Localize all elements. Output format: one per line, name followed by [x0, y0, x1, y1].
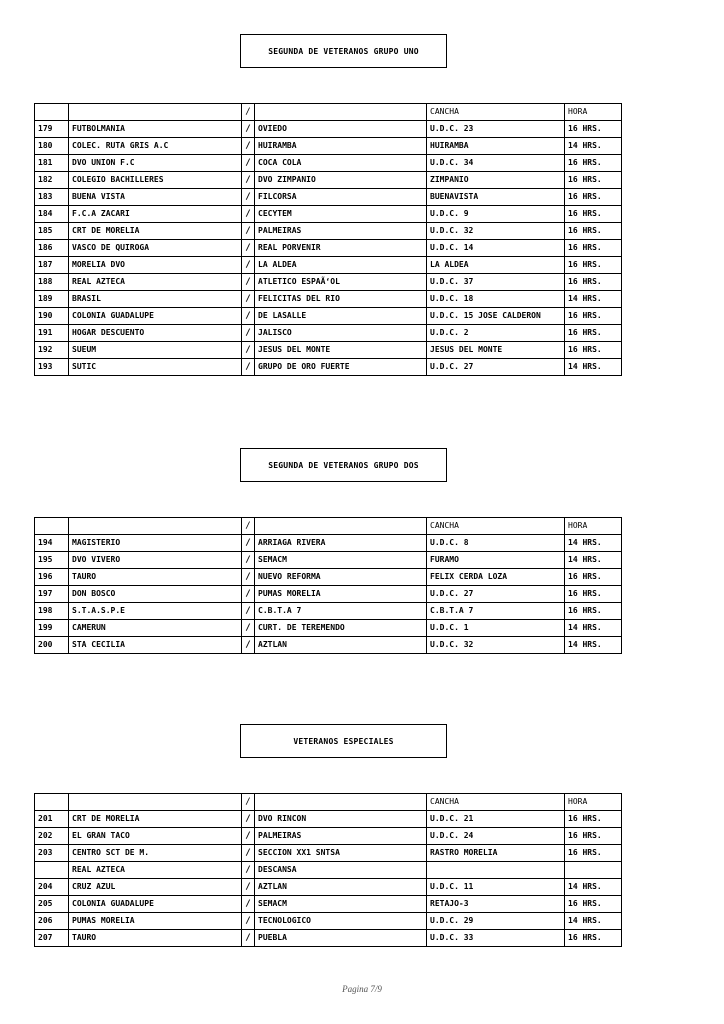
hora-cell: 16 HRS.	[565, 896, 622, 913]
hora-cell: 16 HRS.	[565, 828, 622, 845]
separator-cell: /	[242, 155, 255, 172]
hora-cell: 16 HRS.	[565, 308, 622, 325]
cancha-cell: U.D.C. 2	[427, 325, 565, 342]
match-number-cell: 187	[35, 257, 69, 274]
table-row	[35, 637, 622, 654]
cancha-cell: U.D.C. 9	[427, 206, 565, 223]
away-team-cell: SEMACM	[255, 896, 427, 913]
separator-cell: /	[242, 862, 255, 879]
away-team-cell: TECNOLOGICO	[255, 913, 427, 930]
match-number-cell	[35, 862, 69, 879]
separator-cell: /	[242, 811, 255, 828]
match-number-cell	[35, 794, 69, 811]
table-row	[35, 569, 622, 586]
cancha-cell	[427, 862, 565, 879]
home-team-cell: DVO VIVERO	[69, 552, 242, 569]
match-number-cell: 207	[35, 930, 69, 947]
match-number-cell: 188	[35, 274, 69, 291]
hora-cell: 16 HRS.	[565, 274, 622, 291]
separator-cell: /	[242, 845, 255, 862]
home-team-cell: BRASIL	[69, 291, 242, 308]
away-team-cell	[255, 104, 427, 121]
match-number-cell: 206	[35, 913, 69, 930]
cancha-cell: FELIX CERDA LOZA	[427, 569, 565, 586]
cancha-cell: ZIMPANIO	[427, 172, 565, 189]
hora-cell: 16 HRS.	[565, 223, 622, 240]
home-team-cell: CAMERUN	[69, 620, 242, 637]
separator-cell: /	[242, 620, 255, 637]
away-team-cell: COCA COLA	[255, 155, 427, 172]
table-row	[35, 620, 622, 637]
home-team-cell: TAURO	[69, 930, 242, 947]
section-title-veteranos-especiales: VETERANOS ESPECIALES	[240, 724, 447, 758]
separator-cell: /	[242, 172, 255, 189]
hora-cell: 16 HRS.	[565, 930, 622, 947]
away-team-cell: NUEVO REFORMA	[255, 569, 427, 586]
cancha-cell: FURAMO	[427, 552, 565, 569]
match-number-cell: 197	[35, 586, 69, 603]
match-number-cell: 185	[35, 223, 69, 240]
away-team-cell: HUIRAMBA	[255, 138, 427, 155]
away-team-cell: OVIEDO	[255, 121, 427, 138]
cancha-cell: U.D.C. 21	[427, 811, 565, 828]
match-number-cell: 182	[35, 172, 69, 189]
home-team-cell: REAL AZTECA	[69, 862, 242, 879]
match-number-cell: 183	[35, 189, 69, 206]
cancha-cell: LA ALDEA	[427, 257, 565, 274]
away-team-cell: AZTLAN	[255, 879, 427, 896]
cancha-cell: CANCHA	[427, 518, 565, 535]
home-team-cell: COLONIA GUADALUPE	[69, 896, 242, 913]
home-team-cell: CRUZ AZUL	[69, 879, 242, 896]
table-row	[35, 206, 622, 223]
away-team-cell: C.B.T.A 7	[255, 603, 427, 620]
table-row	[35, 535, 622, 552]
hora-cell: 16 HRS.	[565, 172, 622, 189]
match-number-cell: 181	[35, 155, 69, 172]
match-number-cell: 191	[35, 325, 69, 342]
table-row	[35, 257, 622, 274]
separator-cell: /	[242, 325, 255, 342]
table-row	[35, 172, 622, 189]
table-row	[35, 552, 622, 569]
table-row	[35, 359, 622, 376]
away-team-cell: FELICITAS DEL RIO	[255, 291, 427, 308]
away-team-cell: AZTLAN	[255, 637, 427, 654]
hora-cell: HORA	[565, 104, 622, 121]
separator-cell: /	[242, 291, 255, 308]
table-row	[35, 274, 622, 291]
schedule-table-grupo-uno	[34, 103, 622, 376]
section-title-grupo-uno: SEGUNDA DE VETERANOS GRUPO UNO	[240, 34, 447, 68]
home-team-cell: EL GRAN TACO	[69, 828, 242, 845]
match-number-cell: 195	[35, 552, 69, 569]
home-team-cell: FUTBOLMANIA	[69, 121, 242, 138]
cancha-cell: BUENAVISTA	[427, 189, 565, 206]
hora-cell: 14 HRS.	[565, 879, 622, 896]
home-team-cell: PUMAS MORELIA	[69, 913, 242, 930]
table-row	[35, 189, 622, 206]
match-number-cell: 192	[35, 342, 69, 359]
hora-cell: 14 HRS.	[565, 291, 622, 308]
table-row	[35, 930, 622, 947]
hora-cell: 14 HRS.	[565, 620, 622, 637]
table-row	[35, 913, 622, 930]
home-team-cell: VASCO DE QUIROGA	[69, 240, 242, 257]
hora-cell: 14 HRS.	[565, 913, 622, 930]
home-team-cell: S.T.A.S.P.E	[69, 603, 242, 620]
away-team-cell: JALISCO	[255, 325, 427, 342]
home-team-cell: DVO UNION F.C	[69, 155, 242, 172]
hora-cell: 16 HRS.	[565, 240, 622, 257]
cancha-cell: CANCHA	[427, 794, 565, 811]
home-team-cell: CRT DE MORELIA	[69, 223, 242, 240]
table-row	[35, 155, 622, 172]
hora-cell: 16 HRS.	[565, 121, 622, 138]
match-number-cell: 204	[35, 879, 69, 896]
hora-cell: 16 HRS.	[565, 206, 622, 223]
cancha-cell: RETAJO-3	[427, 896, 565, 913]
away-team-cell: ATLETICO ESPAÃ‘OL	[255, 274, 427, 291]
match-number-cell: 194	[35, 535, 69, 552]
hora-cell: 16 HRS.	[565, 603, 622, 620]
away-team-cell: GRUPO DE ORO FUERTE	[255, 359, 427, 376]
separator-cell: /	[242, 518, 255, 535]
match-number-cell: 196	[35, 569, 69, 586]
hora-cell: 16 HRS.	[565, 811, 622, 828]
table-row	[35, 896, 622, 913]
away-team-cell: DE LASALLE	[255, 308, 427, 325]
home-team-cell	[69, 518, 242, 535]
separator-cell: /	[242, 342, 255, 359]
away-team-cell: FILCORSA	[255, 189, 427, 206]
table-header-row	[35, 518, 622, 535]
cancha-cell: U.D.C. 27	[427, 586, 565, 603]
hora-cell: 16 HRS.	[565, 257, 622, 274]
separator-cell: /	[242, 138, 255, 155]
separator-cell: /	[242, 913, 255, 930]
separator-cell: /	[242, 896, 255, 913]
away-team-cell	[255, 794, 427, 811]
away-team-cell: PALMEIRAS	[255, 223, 427, 240]
cancha-cell: U.D.C. 37	[427, 274, 565, 291]
home-team-cell: HOGAR DESCUENTO	[69, 325, 242, 342]
home-team-cell	[69, 794, 242, 811]
match-number-cell: 201	[35, 811, 69, 828]
home-team-cell: MORELIA DVO	[69, 257, 242, 274]
cancha-cell: C.B.T.A 7	[427, 603, 565, 620]
match-number-cell: 179	[35, 121, 69, 138]
table-row	[35, 342, 622, 359]
schedule-table-veteranos-especiales	[34, 793, 622, 947]
section-title-grupo-dos: SEGUNDA DE VETERANOS GRUPO DOS	[240, 448, 447, 482]
away-team-cell: PUMAS MORELIA	[255, 586, 427, 603]
cancha-cell: U.D.C. 32	[427, 223, 565, 240]
separator-cell: /	[242, 223, 255, 240]
cancha-cell: HUIRAMBA	[427, 138, 565, 155]
separator-cell: /	[242, 206, 255, 223]
away-team-cell: ARRIAGA RIVERA	[255, 535, 427, 552]
home-team-cell: DON BOSCO	[69, 586, 242, 603]
table-row	[35, 223, 622, 240]
hora-cell: 14 HRS.	[565, 138, 622, 155]
separator-cell: /	[242, 637, 255, 654]
cancha-cell: JESUS DEL MONTE	[427, 342, 565, 359]
separator-cell: /	[242, 240, 255, 257]
hora-cell: 16 HRS.	[565, 342, 622, 359]
table-header-row	[35, 104, 622, 121]
home-team-cell: REAL AZTECA	[69, 274, 242, 291]
cancha-cell: U.D.C. 14	[427, 240, 565, 257]
home-team-cell: COLONIA GUADALUPE	[69, 308, 242, 325]
page-number: Pagina 7/9	[342, 984, 382, 994]
hora-cell: 16 HRS.	[565, 845, 622, 862]
table-row	[35, 138, 622, 155]
schedule-table-grupo-dos	[34, 517, 622, 654]
cancha-cell: U.D.C. 24	[427, 828, 565, 845]
hora-cell: HORA	[565, 794, 622, 811]
home-team-cell: SUEUM	[69, 342, 242, 359]
match-number-cell: 189	[35, 291, 69, 308]
hora-cell: 14 HRS.	[565, 359, 622, 376]
table-row	[35, 325, 622, 342]
cancha-cell: U.D.C. 32	[427, 637, 565, 654]
cancha-cell: RASTRO MORELIA	[427, 845, 565, 862]
table-row	[35, 879, 622, 896]
away-team-cell: SEMACM	[255, 552, 427, 569]
hora-cell: 16 HRS.	[565, 569, 622, 586]
match-number-cell	[35, 104, 69, 121]
match-number-cell: 186	[35, 240, 69, 257]
away-team-cell: DVO RINCON	[255, 811, 427, 828]
table-row	[35, 240, 622, 257]
hora-cell	[565, 862, 622, 879]
away-team-cell: REAL PORVENIR	[255, 240, 427, 257]
away-team-cell	[255, 518, 427, 535]
cancha-cell: U.D.C. 1	[427, 620, 565, 637]
cancha-cell: U.D.C. 11	[427, 879, 565, 896]
separator-cell: /	[242, 535, 255, 552]
separator-cell: /	[242, 828, 255, 845]
hora-cell: 16 HRS.	[565, 586, 622, 603]
away-team-cell: CECYTEM	[255, 206, 427, 223]
separator-cell: /	[242, 569, 255, 586]
away-team-cell: PALMEIRAS	[255, 828, 427, 845]
match-number-cell: 180	[35, 138, 69, 155]
table-row	[35, 586, 622, 603]
match-number-cell: 193	[35, 359, 69, 376]
away-team-cell: JESUS DEL MONTE	[255, 342, 427, 359]
separator-cell: /	[242, 359, 255, 376]
table-row	[35, 845, 622, 862]
match-number-cell: 200	[35, 637, 69, 654]
separator-cell: /	[242, 257, 255, 274]
match-number-cell: 198	[35, 603, 69, 620]
cancha-cell: U.D.C. 8	[427, 535, 565, 552]
match-number-cell: 184	[35, 206, 69, 223]
separator-cell: /	[242, 552, 255, 569]
match-number-cell: 203	[35, 845, 69, 862]
cancha-cell: U.D.C. 18	[427, 291, 565, 308]
away-team-cell: LA ALDEA	[255, 257, 427, 274]
away-team-cell: DESCANSA	[255, 862, 427, 879]
cancha-cell: U.D.C. 27	[427, 359, 565, 376]
away-team-cell: SECCION XX1 SNTSA	[255, 845, 427, 862]
separator-cell: /	[242, 794, 255, 811]
separator-cell: /	[242, 308, 255, 325]
table-row	[35, 308, 622, 325]
cancha-cell: U.D.C. 34	[427, 155, 565, 172]
home-team-cell: BUENA VISTA	[69, 189, 242, 206]
separator-cell: /	[242, 879, 255, 896]
home-team-cell: COLEC. RUTA GRIS A.C	[69, 138, 242, 155]
separator-cell: /	[242, 121, 255, 138]
table-row	[35, 811, 622, 828]
hora-cell: 14 HRS.	[565, 552, 622, 569]
table-row	[35, 291, 622, 308]
hora-cell: 16 HRS.	[565, 155, 622, 172]
separator-cell: /	[242, 104, 255, 121]
hora-cell: 14 HRS.	[565, 637, 622, 654]
away-team-cell: CURT. DE TEREMENDO	[255, 620, 427, 637]
separator-cell: /	[242, 603, 255, 620]
away-team-cell: DVO ZIMPANIO	[255, 172, 427, 189]
separator-cell: /	[242, 586, 255, 603]
table-row	[35, 828, 622, 845]
cancha-cell: U.D.C. 23	[427, 121, 565, 138]
home-team-cell: CENTRO SCT DE M.	[69, 845, 242, 862]
hora-cell: 16 HRS.	[565, 325, 622, 342]
home-team-cell: COLEGIO BACHILLERES	[69, 172, 242, 189]
home-team-cell	[69, 104, 242, 121]
cancha-cell: U.D.C. 15 JOSE CALDERON	[427, 308, 565, 325]
match-number-cell: 190	[35, 308, 69, 325]
separator-cell: /	[242, 930, 255, 947]
home-team-cell: MAGISTERIO	[69, 535, 242, 552]
separator-cell: /	[242, 274, 255, 291]
home-team-cell: F.C.A ZACARI	[69, 206, 242, 223]
cancha-cell: CANCHA	[427, 104, 565, 121]
cancha-cell: U.D.C. 33	[427, 930, 565, 947]
table-row	[35, 603, 622, 620]
match-number-cell: 205	[35, 896, 69, 913]
match-number-cell	[35, 518, 69, 535]
home-team-cell: STA CECILIA	[69, 637, 242, 654]
home-team-cell: TAURO	[69, 569, 242, 586]
table-row	[35, 862, 622, 879]
hora-cell: HORA	[565, 518, 622, 535]
table-row	[35, 121, 622, 138]
match-number-cell: 199	[35, 620, 69, 637]
hora-cell: 16 HRS.	[565, 189, 622, 206]
away-team-cell: PUEBLA	[255, 930, 427, 947]
separator-cell: /	[242, 189, 255, 206]
home-team-cell: SUTIC	[69, 359, 242, 376]
table-header-row	[35, 794, 622, 811]
match-number-cell: 202	[35, 828, 69, 845]
home-team-cell: CRT DE MORELIA	[69, 811, 242, 828]
cancha-cell: U.D.C. 29	[427, 913, 565, 930]
hora-cell: 14 HRS.	[565, 535, 622, 552]
